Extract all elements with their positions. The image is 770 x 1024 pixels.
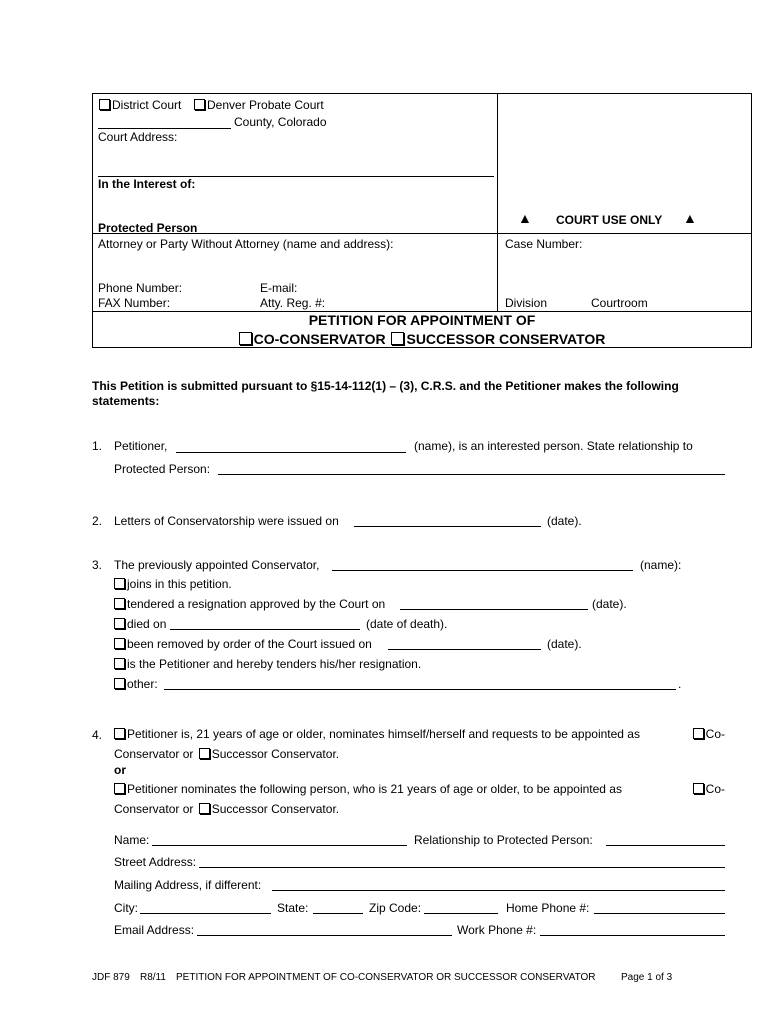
footer-form-id: JDF 879: [92, 972, 130, 983]
arrow-up-icon-right: ▲: [683, 210, 697, 226]
other-period: .: [678, 677, 682, 691]
removed-checkbox[interactable]: [114, 638, 125, 649]
nominee-successor-checkbox[interactable]: [199, 803, 210, 814]
footer-form-title: PETITION FOR APPOINTMENT OF CO-CONSERVATOR OR SUCCESSOR CONSERVATOR: [176, 972, 596, 983]
name-label: Name:: [114, 833, 150, 847]
died-option[interactable]: [114, 617, 166, 631]
co-conservator-title-label: CO-CONSERVATOR: [253, 331, 386, 347]
other-label: other:: [127, 677, 158, 691]
self-successor-checkbox[interactable]: [199, 748, 210, 759]
nominee-checkbox[interactable]: [114, 783, 125, 794]
item-4-line4: [114, 802, 339, 816]
email-address-label: Email Address:: [114, 923, 195, 937]
form-title-line1: PETITION FOR APPOINTMENT OF: [308, 312, 536, 328]
court-use-only-label: COURT USE ONLY: [556, 213, 663, 227]
home-phone-label: Home Phone #:: [506, 901, 590, 915]
caption-case-divider: [497, 233, 752, 234]
county-field[interactable]: [98, 128, 231, 129]
protected-person-label-item1: Protected Person:: [114, 462, 211, 476]
or-label: or: [114, 763, 126, 777]
nominee-successor-label: Successor Conservator.: [211, 802, 340, 816]
item-3-conservator-label: The previously appointed Conservator,: [114, 558, 320, 572]
other-option[interactable]: [114, 677, 158, 691]
item-4-line2: [114, 747, 339, 761]
division-label: Division: [505, 296, 548, 310]
mailing-address-label: Mailing Address, if different:: [114, 878, 262, 892]
removed-option[interactable]: [114, 637, 372, 651]
court-address-label: Court Address:: [98, 130, 178, 144]
district-court-checkbox[interactable]: [99, 99, 110, 110]
petitioner-name-field[interactable]: [176, 452, 406, 453]
removal-date-field[interactable]: [388, 649, 541, 650]
home-phone-field[interactable]: [594, 913, 725, 914]
case-number-label: Case Number:: [505, 237, 583, 251]
tendered-option[interactable]: [114, 597, 385, 611]
is-petitioner-label: is the Petitioner and hereby tenders his/her resignation.: [127, 657, 422, 671]
item-2-letters-label: Letters of Conservatorship were issued on: [114, 514, 339, 528]
state-label: State:: [277, 901, 309, 915]
nominee-co-label: Co-: [705, 782, 725, 796]
item-1-number: 1.: [92, 439, 103, 453]
relationship-label: Relationship to Protected Person:: [414, 833, 593, 847]
zip-label: Zip Code:: [369, 901, 422, 915]
street-address-field[interactable]: [199, 867, 725, 868]
item-2-date-label: (date).: [547, 514, 582, 528]
is-petitioner-checkbox[interactable]: [114, 658, 125, 669]
death-date-label: (date of death).: [366, 617, 448, 631]
form-title-line2: [92, 331, 752, 347]
tendered-date-label: (date).: [592, 597, 627, 611]
denver-probate-label: Denver Probate Court: [207, 98, 324, 112]
attorney-label: Attorney or Party Without Attorney (name and address):: [98, 237, 394, 251]
died-label: died on: [127, 617, 167, 631]
in-interest-label: In the Interest of:: [98, 177, 196, 191]
item-4-line1: [114, 727, 725, 741]
co-conservator-title-checkbox[interactable]: [239, 332, 252, 345]
street-address-label: Street Address:: [114, 855, 197, 869]
letters-issued-date-field[interactable]: [354, 526, 541, 527]
removed-date-label: (date).: [547, 637, 582, 651]
other-field[interactable]: [164, 689, 676, 690]
petitioner-self-text: Petitioner is, 21 years of age or older, nominates himself/herself and requests to be appointed as: [127, 727, 640, 741]
nominee-text: Petitioner nominates the following person, who is 21 years of age or older, to be appointed as: [127, 782, 622, 796]
item-2-number: 2.: [92, 514, 103, 528]
tendered-checkbox[interactable]: [114, 598, 125, 609]
district-court-label: District Court: [112, 98, 182, 112]
nominee-relationship-field[interactable]: [606, 845, 725, 846]
item-1-relationship-text: (name), is an interested person. State relationship to: [414, 439, 693, 453]
city-label: City:: [114, 901, 138, 915]
intro-statement: This Petition is submitted pursuant to §15-14-112(1) – (3), C.R.S. and the Petitioner makes the following statements:: [92, 379, 679, 408]
self-conservator-or-label: Conservator or: [114, 747, 194, 761]
tendered-label: tendered a resignation approved by the Court on: [127, 597, 386, 611]
item-4-number: 4.: [92, 728, 103, 742]
phone-label: Phone Number:: [98, 281, 183, 295]
state-field[interactable]: [313, 913, 363, 914]
denver-probate-option[interactable]: [194, 98, 324, 112]
relationship-field[interactable]: [218, 474, 725, 475]
county-label: County, Colorado: [234, 115, 327, 129]
footer-page-number: Page 1 of 3: [621, 972, 673, 983]
successor-conservator-title-checkbox[interactable]: [391, 332, 404, 345]
self-co-label: Co-: [705, 727, 725, 741]
email-label: E-mail:: [260, 281, 298, 295]
district-court-option[interactable]: [99, 98, 181, 112]
joins-option[interactable]: [114, 577, 232, 591]
died-checkbox[interactable]: [114, 618, 125, 629]
protected-person-label: Protected Person: [98, 221, 198, 235]
resignation-date-field[interactable]: [400, 609, 588, 610]
work-phone-field[interactable]: [540, 935, 725, 936]
fax-label: FAX Number:: [98, 296, 171, 310]
joins-checkbox[interactable]: [114, 578, 125, 589]
denver-probate-checkbox[interactable]: [194, 99, 205, 110]
nominee-co-conservator-checkbox[interactable]: [693, 783, 704, 794]
self-successor-label: Successor Conservator.: [211, 747, 340, 761]
removed-label: been removed by order of the Court issued on: [127, 637, 372, 651]
item-3-number: 3.: [92, 558, 103, 572]
nominee-name-field[interactable]: [152, 845, 407, 846]
nominee-conservator-or-label: Conservator or: [114, 802, 194, 816]
petitioner-self-checkbox[interactable]: [114, 728, 125, 739]
mailing-address-field[interactable]: [272, 890, 725, 891]
other-checkbox[interactable]: [114, 678, 125, 689]
item-3-name-label: (name):: [640, 558, 682, 572]
atty-reg-label: Atty. Reg. #:: [260, 296, 326, 310]
zip-field[interactable]: [424, 913, 498, 914]
city-field[interactable]: [140, 913, 271, 914]
caption-vertical-divider: [497, 93, 498, 311]
conservator-name-field[interactable]: [332, 570, 633, 571]
work-phone-label: Work Phone #:: [457, 923, 537, 937]
courtroom-label: Courtroom: [591, 296, 648, 310]
successor-conservator-title-label: SUCCESSOR CONSERVATOR: [406, 331, 606, 347]
arrow-up-icon: ▲: [518, 210, 532, 226]
item-4-line3: [114, 782, 725, 796]
footer-revision: R8/11: [140, 972, 166, 983]
is-petitioner-option[interactable]: [114, 657, 421, 671]
email-address-field[interactable]: [197, 935, 452, 936]
item-1-petitioner-label: Petitioner,: [114, 439, 168, 453]
death-date-field[interactable]: [170, 629, 360, 630]
joins-label: joins in this petition.: [127, 577, 232, 591]
self-co-conservator-checkbox[interactable]: [693, 728, 704, 739]
